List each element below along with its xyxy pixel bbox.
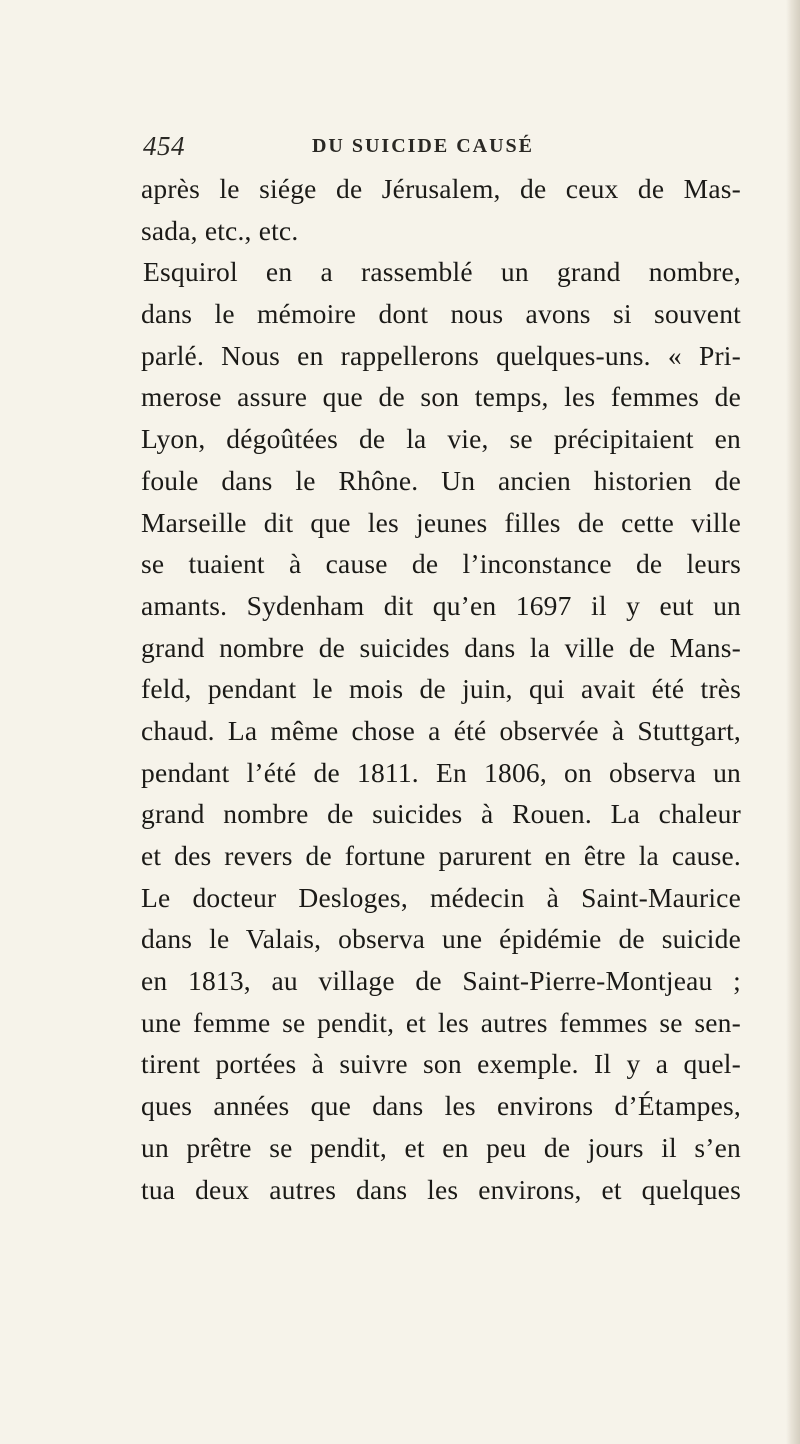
text-line: Esquirol en a rassemblé un grand nombre, [143,256,741,288]
text-line: Marseille dit que les jeunes filles de cette ville [141,506,741,538]
text-line: Lyon, dégoûtées de la vie, se précipitaient en [141,423,741,455]
text-line: merose assure que de son temps, les femmes de [141,381,741,413]
page-number: 454 [143,131,185,161]
text-line: un prêtre se pendit, et en peu de jours il s’en [141,1131,741,1163]
text-line: grand nombre de suicides dans la ville de Mans- [141,631,741,663]
text-line: sada, etc., etc. [141,214,299,246]
text-line: tua deux autres dans les environs, et quelques [141,1173,741,1205]
text-line: dans le mémoire dont nous avons si souvent [141,298,741,330]
page-edge-shadow [786,0,800,1444]
text-line: tirent portées à suivre son exemple. Il y a quel- [141,1048,741,1080]
text-line: une femme se pendit, et les autres femmes se sen- [141,1006,741,1038]
text-line: chaud. La même chose a été observée à Stuttgart, [141,714,741,746]
text-line: dans le Valais, observa une épidémie de suicide [141,923,741,955]
text-line: et des revers de fortune parurent en être la cause. [141,840,741,871]
text-line: pendant l’été de 1811. En 1806, on observa un [141,756,741,788]
text-line: ques années que dans les environs d’Étampes, [141,1090,741,1122]
text-line: feld, pendant le mois de juin, qui avait été très [141,673,741,705]
page-header [143,131,703,161]
text-line: grand nombre de suicides à Rouen. La chaleur [141,798,741,830]
text-line: amants. Sydenham dit qu’en 1697 il y eut un [141,589,741,621]
body-text [141,168,741,1210]
text-line: après le siége de Jérusalem, de ceux de Mas- [141,173,741,204]
text-line: parlé. Nous en rappellerons quelques-uns. « Pri- [141,339,741,371]
text-line: en 1813, au village de Saint-Pierre-Montjeau ; [141,965,741,997]
text-line: foule dans le Rhône. Un ancien historien de [141,464,741,496]
running-head: DU SUICIDE CAUSÉ [311,135,535,157]
text-line: se tuaient à cause de l’inconstance de leurs [141,548,741,580]
text-line: Le docteur Desloges, médecin à Saint-Maurice [141,881,741,913]
